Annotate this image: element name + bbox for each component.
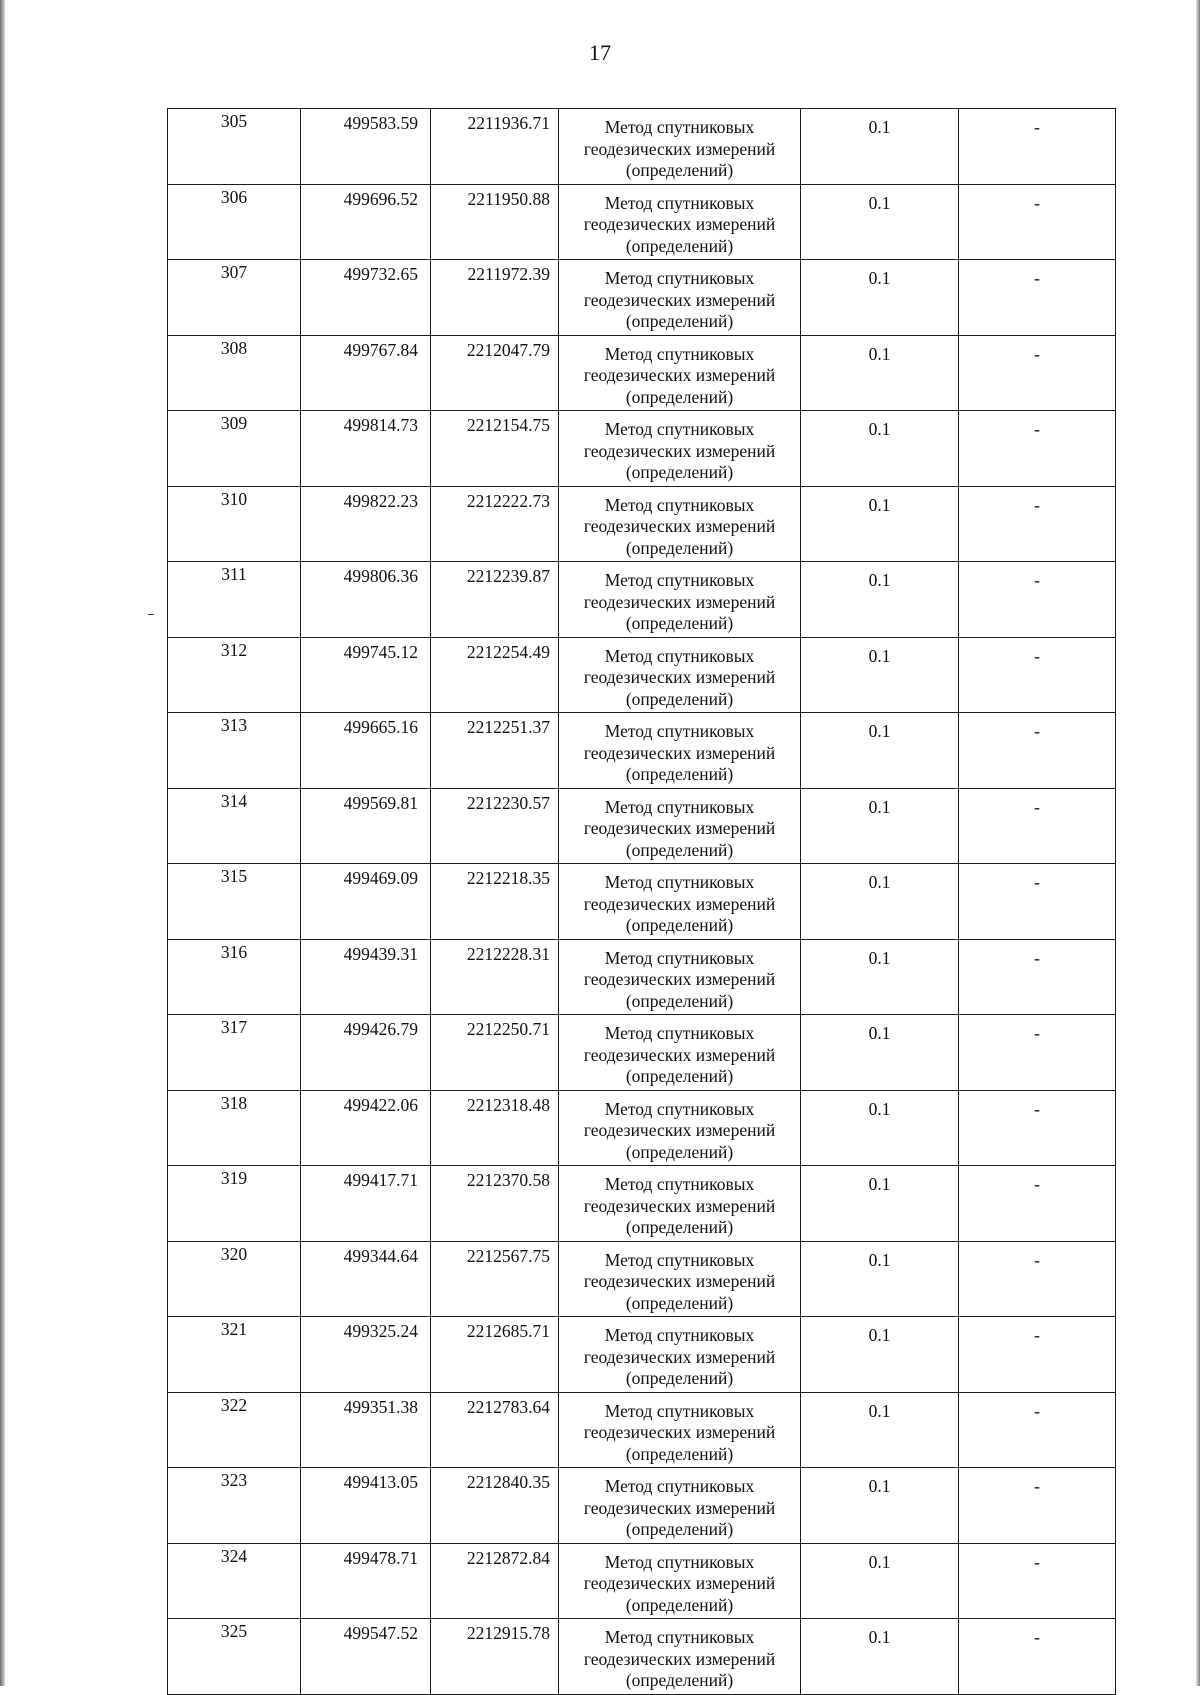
accuracy-cell: 0.1 bbox=[801, 1619, 959, 1695]
y-coordinate-cell: 2212783.64 bbox=[431, 1392, 559, 1468]
method-line: геодезических измерений bbox=[583, 214, 776, 234]
method-line: (определений) bbox=[625, 386, 734, 407]
method-line: (определений) bbox=[625, 1292, 734, 1313]
method-line: геодезических измерений bbox=[583, 1497, 776, 1518]
method-line: геодезических измерений bbox=[583, 138, 776, 159]
accuracy-cell: 0.1 bbox=[801, 562, 959, 638]
method-line: (определений) bbox=[625, 1217, 734, 1237]
accuracy-cell: 0.1 bbox=[801, 335, 959, 411]
method-line: геодезических измерений bbox=[583, 1346, 776, 1367]
method-line: (определений) bbox=[625, 1670, 734, 1690]
method-line: геодезических измерений bbox=[583, 1271, 776, 1291]
method-cell bbox=[559, 1090, 801, 1166]
x-coordinate-cell: 499822.23 bbox=[301, 486, 431, 562]
method-line: геодезических измерений bbox=[583, 365, 776, 385]
note-cell: - bbox=[959, 562, 1116, 638]
y-coordinate-cell: 2212370.58 bbox=[431, 1166, 559, 1242]
point-number-cell: 316 bbox=[168, 939, 301, 1015]
method-line: Метод спутниковых bbox=[604, 117, 755, 137]
x-coordinate-cell: 499814.73 bbox=[301, 411, 431, 487]
accuracy-cell: 0.1 bbox=[801, 788, 959, 864]
method-line: (определений) bbox=[625, 1519, 734, 1539]
point-number-cell: 314 bbox=[168, 788, 301, 864]
accuracy-cell: 0.1 bbox=[801, 1392, 959, 1468]
method-cell bbox=[559, 1317, 801, 1393]
accuracy-cell: 0.1 bbox=[801, 1241, 959, 1317]
accuracy-cell: 0.1 bbox=[801, 184, 959, 260]
accuracy-cell: 0.1 bbox=[801, 864, 959, 940]
method-cell bbox=[559, 1392, 801, 1468]
point-number-cell: 310 bbox=[168, 486, 301, 562]
accuracy-cell: 0.1 bbox=[801, 1317, 959, 1393]
method-line: геодезических измерений bbox=[583, 1573, 776, 1593]
method-line: Метод спутниковых bbox=[604, 1476, 755, 1496]
y-coordinate-cell: 2212047.79 bbox=[431, 335, 559, 411]
x-coordinate-cell: 499351.38 bbox=[301, 1392, 431, 1468]
table-row bbox=[168, 1619, 1116, 1695]
method-line: Метод спутниковых bbox=[604, 645, 755, 666]
table-row bbox=[168, 637, 1116, 713]
y-coordinate-cell: 2212222.73 bbox=[431, 486, 559, 562]
accuracy-cell: 0.1 bbox=[801, 939, 959, 1015]
x-coordinate-cell: 499469.09 bbox=[301, 864, 431, 940]
x-coordinate-cell: 499422.06 bbox=[301, 1090, 431, 1166]
method-line: (определений) bbox=[625, 537, 734, 558]
coordinates-table-body bbox=[168, 109, 1116, 1695]
x-coordinate-cell: 499413.05 bbox=[301, 1468, 431, 1544]
table-row bbox=[168, 864, 1116, 940]
y-coordinate-cell: 2212318.48 bbox=[431, 1090, 559, 1166]
method-cell bbox=[559, 1241, 801, 1317]
method-cell bbox=[559, 109, 801, 185]
note-cell: - bbox=[959, 1468, 1116, 1544]
method-line: (определений) bbox=[625, 1443, 734, 1464]
method-line: (определений) bbox=[625, 160, 734, 180]
method-line: Метод спутниковых bbox=[604, 796, 755, 817]
method-line: геодезических измерений bbox=[583, 1044, 776, 1065]
point-number-cell: 306 bbox=[168, 184, 301, 260]
x-coordinate-cell: 499547.52 bbox=[301, 1619, 431, 1695]
note-cell: - bbox=[959, 637, 1116, 713]
method-cell bbox=[559, 335, 801, 411]
note-cell: - bbox=[959, 1090, 1116, 1166]
y-coordinate-cell: 2212250.71 bbox=[431, 1015, 559, 1091]
coordinates-table bbox=[167, 108, 1116, 1695]
note-cell: - bbox=[959, 1241, 1116, 1317]
x-coordinate-cell: 499417.71 bbox=[301, 1166, 431, 1242]
method-line: Метод спутниковых bbox=[604, 570, 755, 590]
x-coordinate-cell: 499806.36 bbox=[301, 562, 431, 638]
y-coordinate-cell: 2212251.37 bbox=[431, 713, 559, 789]
accuracy-cell: 0.1 bbox=[801, 1015, 959, 1091]
note-cell: - bbox=[959, 788, 1116, 864]
method-line: (определений) bbox=[625, 764, 734, 784]
method-line: геодезических измерений bbox=[583, 667, 776, 687]
note-cell: - bbox=[959, 1392, 1116, 1468]
method-line: (определений) bbox=[625, 839, 734, 860]
table-row bbox=[168, 1015, 1116, 1091]
x-coordinate-cell: 499745.12 bbox=[301, 637, 431, 713]
y-coordinate-cell: 2211950.88 bbox=[431, 184, 559, 260]
method-line: (определений) bbox=[625, 990, 734, 1011]
x-coordinate-cell: 499426.79 bbox=[301, 1015, 431, 1091]
method-line: (определений) bbox=[625, 235, 734, 256]
note-cell: - bbox=[959, 109, 1116, 185]
y-coordinate-cell: 2212840.35 bbox=[431, 1468, 559, 1544]
x-coordinate-cell: 499665.16 bbox=[301, 713, 431, 789]
point-number-cell: 318 bbox=[168, 1090, 301, 1166]
method-cell bbox=[559, 1468, 801, 1544]
page-number: 17 bbox=[589, 40, 611, 65]
method-line: геодезических измерений bbox=[583, 1422, 776, 1442]
point-number-cell: 309 bbox=[168, 411, 301, 487]
note-cell: - bbox=[959, 1166, 1116, 1242]
point-number-cell: 323 bbox=[168, 1468, 301, 1544]
scan-edge-left bbox=[0, 0, 5, 1686]
scan-edge-right bbox=[1196, 0, 1200, 1686]
method-line: (определений) bbox=[625, 311, 734, 331]
method-line: Метод спутниковых bbox=[604, 268, 755, 288]
method-cell bbox=[559, 1619, 801, 1695]
accuracy-cell: 0.1 bbox=[801, 1543, 959, 1619]
method-cell bbox=[559, 637, 801, 713]
method-line: Метод спутниковых bbox=[604, 343, 755, 364]
note-cell: - bbox=[959, 1317, 1116, 1393]
method-line: (определений) bbox=[625, 1594, 734, 1615]
y-coordinate-cell: 2212254.49 bbox=[431, 637, 559, 713]
note-cell: - bbox=[959, 939, 1116, 1015]
method-line: геодезических измерений bbox=[583, 969, 776, 989]
note-cell: - bbox=[959, 411, 1116, 487]
table-row bbox=[168, 1392, 1116, 1468]
method-line: геодезических измерений bbox=[583, 516, 776, 536]
point-number-cell: 313 bbox=[168, 713, 301, 789]
method-line: Метод спутниковых bbox=[604, 1249, 755, 1270]
point-number-cell: 321 bbox=[168, 1317, 301, 1393]
y-coordinate-cell: 2211972.39 bbox=[431, 260, 559, 336]
table-row bbox=[168, 1090, 1116, 1166]
method-cell bbox=[559, 260, 801, 336]
method-cell bbox=[559, 562, 801, 638]
method-line: Метод спутниковых bbox=[604, 1400, 755, 1421]
y-coordinate-cell: 2212230.57 bbox=[431, 788, 559, 864]
y-coordinate-cell: 2212154.75 bbox=[431, 411, 559, 487]
method-cell bbox=[559, 864, 801, 940]
method-cell bbox=[559, 184, 801, 260]
note-cell: - bbox=[959, 486, 1116, 562]
y-coordinate-cell: 2211936.71 bbox=[431, 109, 559, 185]
note-cell: - bbox=[959, 260, 1116, 336]
point-number-cell: 308 bbox=[168, 335, 301, 411]
note-cell: - bbox=[959, 1015, 1116, 1091]
method-line: (определений) bbox=[625, 1141, 734, 1162]
x-coordinate-cell: 499439.31 bbox=[301, 939, 431, 1015]
method-cell bbox=[559, 411, 801, 487]
table-row bbox=[168, 1166, 1116, 1242]
method-line: геодезических измерений bbox=[583, 742, 776, 763]
y-coordinate-cell: 2212685.71 bbox=[431, 1317, 559, 1393]
method-cell bbox=[559, 486, 801, 562]
table-row bbox=[168, 1468, 1116, 1544]
method-line: Метод спутниковых bbox=[604, 872, 755, 892]
method-line: Метод спутниковых bbox=[604, 1551, 755, 1572]
note-cell: - bbox=[959, 1543, 1116, 1619]
method-line: (определений) bbox=[625, 915, 734, 935]
x-coordinate-cell: 499478.71 bbox=[301, 1543, 431, 1619]
x-coordinate-cell: 499344.64 bbox=[301, 1241, 431, 1317]
method-line: геодезических измерений bbox=[583, 893, 776, 914]
method-cell bbox=[559, 713, 801, 789]
method-line: Метод спутниковых bbox=[604, 419, 755, 439]
method-line: Метод спутниковых bbox=[604, 947, 755, 968]
method-line: (определений) bbox=[625, 613, 734, 633]
note-cell: - bbox=[959, 713, 1116, 789]
method-line: геодезических измерений bbox=[583, 289, 776, 310]
x-coordinate-cell: 499767.84 bbox=[301, 335, 431, 411]
accuracy-cell: 0.1 bbox=[801, 411, 959, 487]
point-number-cell: 324 bbox=[168, 1543, 301, 1619]
method-cell bbox=[559, 939, 801, 1015]
accuracy-cell: 0.1 bbox=[801, 713, 959, 789]
method-line: геодезических измерений bbox=[583, 1648, 776, 1669]
method-line: Метод спутниковых bbox=[604, 1098, 755, 1119]
y-coordinate-cell: 2212567.75 bbox=[431, 1241, 559, 1317]
method-line: Метод спутниковых bbox=[604, 1023, 755, 1043]
y-coordinate-cell: 2212872.84 bbox=[431, 1543, 559, 1619]
method-line: геодезических измерений bbox=[583, 818, 776, 838]
x-coordinate-cell: 499732.65 bbox=[301, 260, 431, 336]
point-number-cell: 317 bbox=[168, 1015, 301, 1091]
method-cell bbox=[559, 1543, 801, 1619]
method-line: Метод спутниковых bbox=[604, 1325, 755, 1345]
table-row bbox=[168, 184, 1116, 260]
method-line: геодезических измерений bbox=[583, 591, 776, 612]
method-line: Метод спутниковых bbox=[604, 1627, 755, 1647]
method-cell bbox=[559, 1166, 801, 1242]
accuracy-cell: 0.1 bbox=[801, 260, 959, 336]
method-cell bbox=[559, 788, 801, 864]
accuracy-cell: 0.1 bbox=[801, 637, 959, 713]
point-number-cell: 322 bbox=[168, 1392, 301, 1468]
method-cell bbox=[559, 1015, 801, 1091]
method-line: (определений) bbox=[625, 462, 734, 482]
accuracy-cell: 0.1 bbox=[801, 1468, 959, 1544]
point-number-cell: 305 bbox=[168, 109, 301, 185]
table-row bbox=[168, 1317, 1116, 1393]
x-coordinate-cell: 499696.52 bbox=[301, 184, 431, 260]
note-cell: - bbox=[959, 1619, 1116, 1695]
y-coordinate-cell: 2212218.35 bbox=[431, 864, 559, 940]
point-number-cell: 319 bbox=[168, 1166, 301, 1242]
note-cell: - bbox=[959, 184, 1116, 260]
stray-mark bbox=[148, 614, 154, 615]
point-number-cell: 325 bbox=[168, 1619, 301, 1695]
y-coordinate-cell: 2212239.87 bbox=[431, 562, 559, 638]
method-line: геодезических измерений bbox=[583, 440, 776, 461]
point-number-cell: 307 bbox=[168, 260, 301, 336]
point-number-cell: 311 bbox=[168, 562, 301, 638]
accuracy-cell: 0.1 bbox=[801, 1166, 959, 1242]
table-row bbox=[168, 411, 1116, 487]
point-number-cell: 315 bbox=[168, 864, 301, 940]
table-row bbox=[168, 335, 1116, 411]
table-row bbox=[168, 486, 1116, 562]
x-coordinate-cell: 499325.24 bbox=[301, 1317, 431, 1393]
method-line: (определений) bbox=[625, 1066, 734, 1086]
method-line: (определений) bbox=[625, 1368, 734, 1388]
table-row bbox=[168, 939, 1116, 1015]
method-line: Метод спутниковых bbox=[604, 1174, 755, 1194]
method-line: (определений) bbox=[625, 688, 734, 709]
table-row bbox=[168, 788, 1116, 864]
table-row bbox=[168, 713, 1116, 789]
x-coordinate-cell: 499583.59 bbox=[301, 109, 431, 185]
y-coordinate-cell: 2212915.78 bbox=[431, 1619, 559, 1695]
point-number-cell: 312 bbox=[168, 637, 301, 713]
note-cell: - bbox=[959, 864, 1116, 940]
point-number-cell: 320 bbox=[168, 1241, 301, 1317]
method-line: Метод спутниковых bbox=[604, 494, 755, 515]
table-row bbox=[168, 1241, 1116, 1317]
accuracy-cell: 0.1 bbox=[801, 1090, 959, 1166]
accuracy-cell: 0.1 bbox=[801, 109, 959, 185]
method-line: Метод спутниковых bbox=[604, 192, 755, 213]
table-row bbox=[168, 562, 1116, 638]
accuracy-cell: 0.1 bbox=[801, 486, 959, 562]
method-line: геодезических измерений bbox=[583, 1195, 776, 1216]
table-row bbox=[168, 1543, 1116, 1619]
table-row bbox=[168, 260, 1116, 336]
note-cell: - bbox=[959, 335, 1116, 411]
table-row bbox=[168, 109, 1116, 185]
x-coordinate-cell: 499569.81 bbox=[301, 788, 431, 864]
y-coordinate-cell: 2212228.31 bbox=[431, 939, 559, 1015]
method-line: геодезических измерений bbox=[583, 1120, 776, 1140]
method-line: Метод спутниковых bbox=[604, 721, 755, 741]
